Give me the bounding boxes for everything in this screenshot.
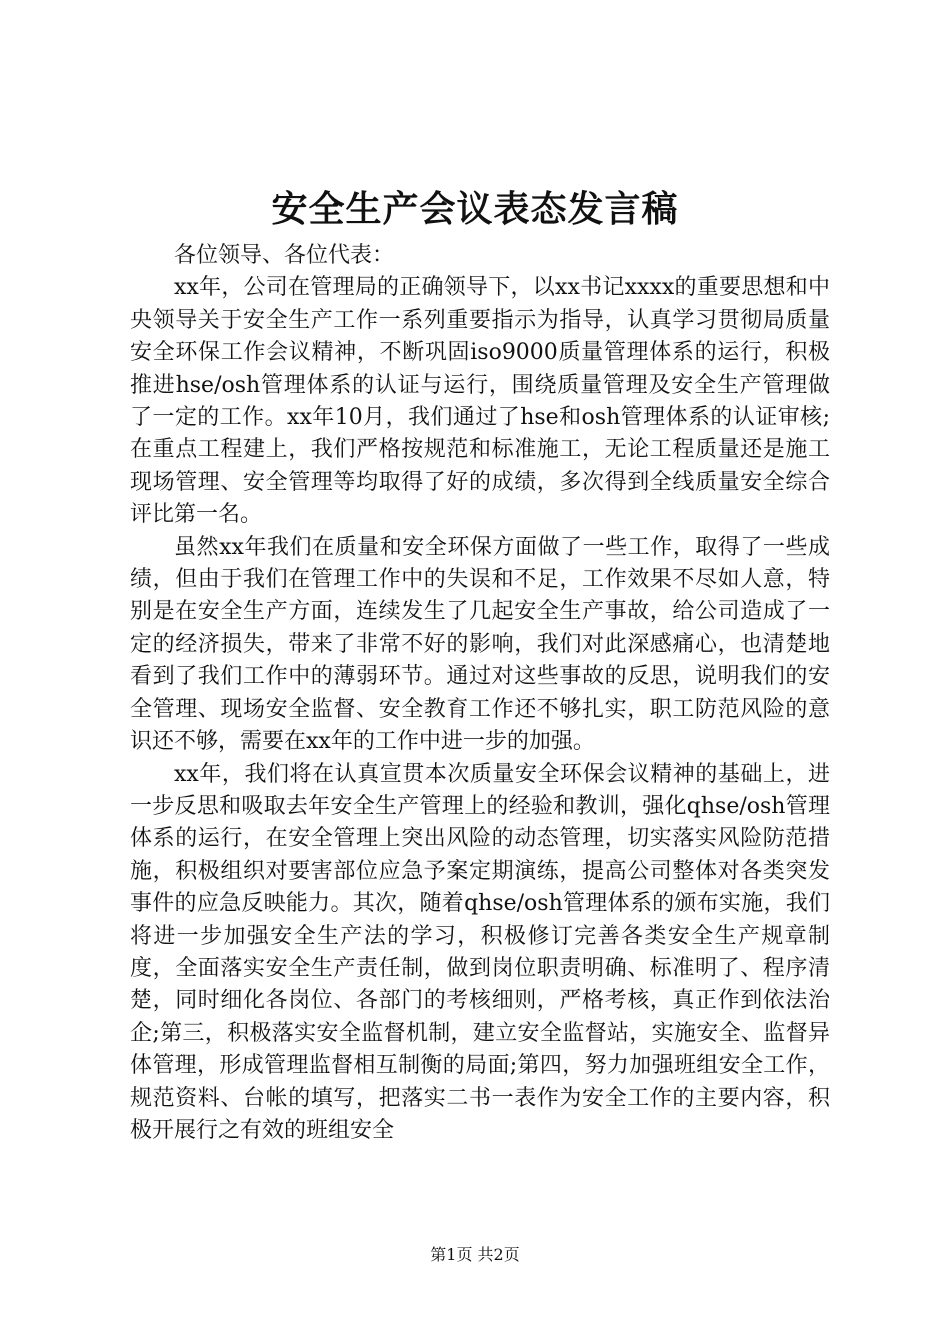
paragraph-2: 虽然xx年我们在质量和安全环保方面做了一些工作，取得了一些成绩，但由于我们在管理工作中的失误和不足，工作效果不尽如人意，特别是在安全生产方面，连续发生了几起安全生产事故，给公司造成了一定的经济损失，带来了非常不好的影响，我们对此深感痛心，也清楚地看到了我们工作中的薄弱环节。通过对这些事故的反思，说明我们的安全管理、现场安全监督、安全教育工作还不够扎实，职工防范风险的意识还不够，需要在xx年的工作中进一步的加强。 — [130, 534, 830, 755]
document-body — [130, 240, 830, 1147]
page-footer: 第1页 共2页 — [430, 1245, 520, 1264]
paragraph-1: xx年，公司在管理局的正确领导下，以xx书记xxxx的重要思想和中央领导关于安全生产工作一系列重要指示为指导，认真学习贯彻局质量安全环保工作会议精神，不断巩固iso9000质量管理体系的运行，积极推进hse/osh管理体系的认证与运行，围绕质量管理及安全生产管理做了一定的工作。xx年10月，我们通过了hse和osh管理体系的认证审核;在重点工程建上，我们严格按规范和标准施工，无论工程质量还是施工现场管理、安全管理等均取得了好的成绩，多次得到全线质量安全综合评比第一名。 — [130, 275, 830, 528]
salutation: 各位领导、各位代表： — [174, 243, 395, 268]
paragraph-3: xx年，我们将在认真宣贯本次质量安全环保会议精神的基础上，进一步反思和吸取去年安全生产管理上的经验和教训，强化qhse/osh管理体系的运行，在安全管理上突出风险的动态管理，切实落实风险防范措施，积极组织对要害部位应急予案定期演练，提高公司整体对各类突发事件的应急反映能力。其次，随着qhse/osh管理体系的颁布实施，我们将进一步加强安全生产法的学习，积极修订完善各类安全生产规章制度，全面落实安全生产责任制，做到岗位职责明确、标准明了、程序清楚，同时细化各岗位、各部门的考核细则，严格考核，真正作到依法治企;第三，积极落实安全监督机制，建立安全监督站，实施安全、监督异体管理，形成管理监督相互制衡的局面;第四，努力加强班组安全工作，规范资料、台帐的填写，把落实二书一表作为安全工作的主要内容，积极开展行之有效的班组安全 — [130, 761, 830, 1143]
document-title: 安全生产会议表态发言稿 — [271, 188, 679, 230]
